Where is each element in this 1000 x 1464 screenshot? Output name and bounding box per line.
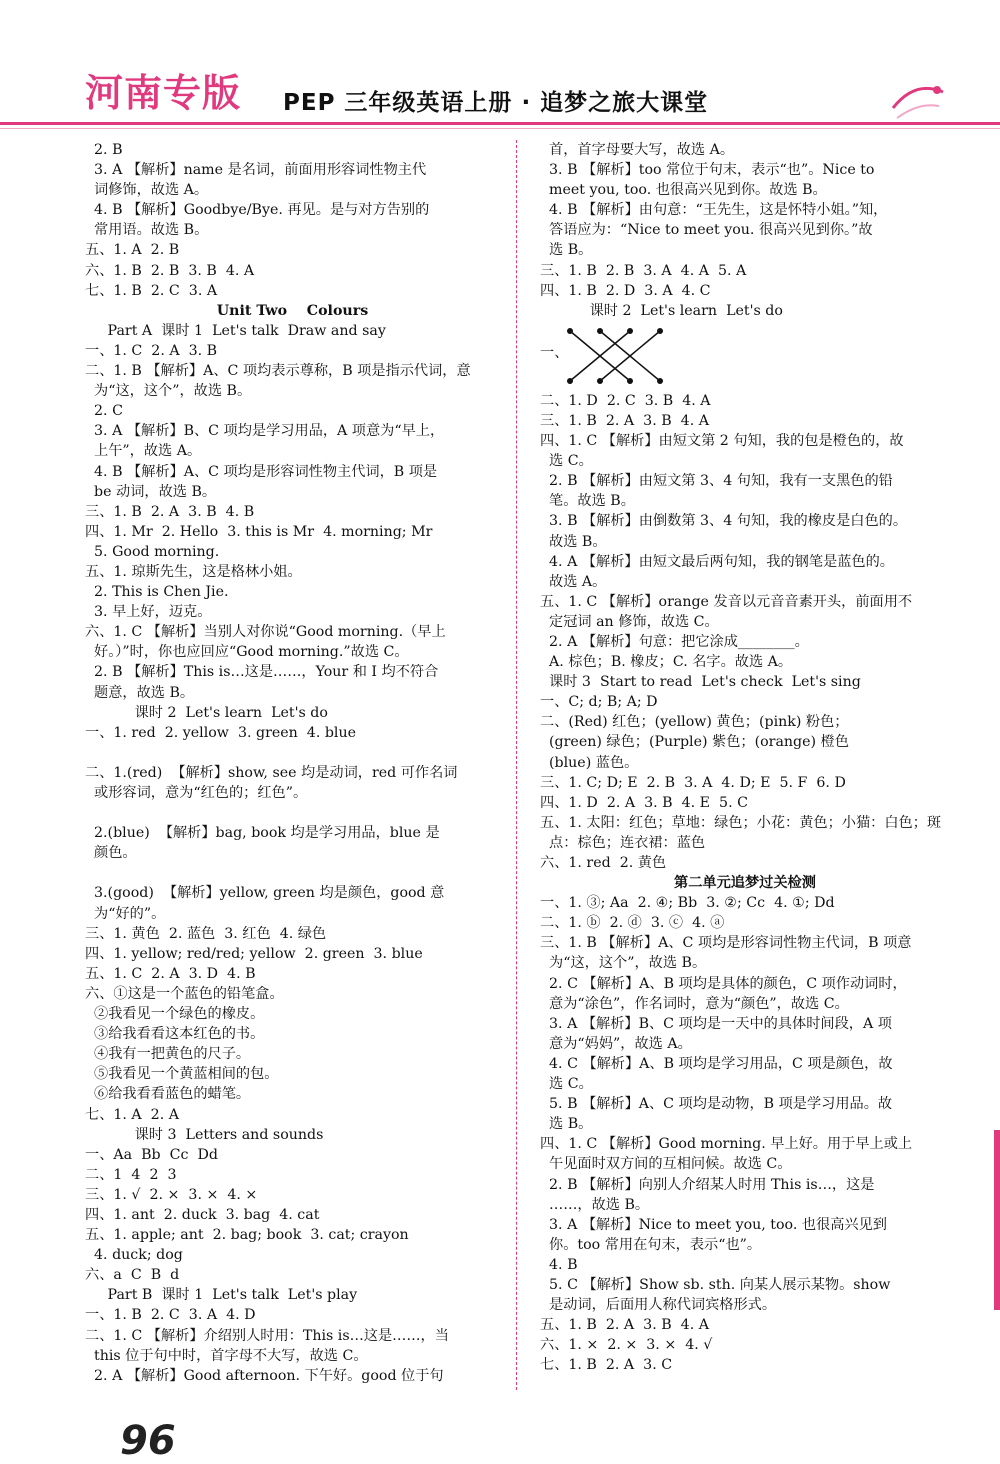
answer-line: 三、1. B 2. B 3. A 4. A 5. A: [540, 262, 747, 279]
answer-line: 为“好的”。: [85, 905, 166, 922]
answer-line: 五、1. A 2. B: [85, 242, 180, 259]
matching-label: 一、: [540, 344, 569, 361]
answer-line: Part A 课时 1 Let's talk Draw and say: [85, 322, 386, 339]
answer-line: 4. B 【解析】Goodbye/Bye. 再见。是与对方告别的: [85, 202, 430, 219]
answer-line: 一、Aa Bb Cc Dd: [85, 1146, 218, 1163]
answer-line: 五、1. B 2. A 3. B 4. A: [540, 1317, 709, 1334]
answer-line: 颜色。: [85, 845, 137, 862]
answer-column-left: [85, 140, 500, 1386]
answer-line: 四、1. yellow; red/red; yellow 2. green 3. blue: [85, 945, 423, 962]
answer-line: this 位于句中时，首字母不大写，故选 C。: [85, 1347, 368, 1364]
answer-line: 2. B 【解析】向别人介绍某人时用 This is…，这是: [540, 1176, 875, 1193]
spacer: [85, 863, 500, 883]
match-dot: [597, 378, 603, 384]
answer-line: 二、1. D 2. C 3. B 4. A: [540, 392, 711, 409]
answer-line: ⑥给我看看蓝色的蜡笔。: [85, 1086, 251, 1103]
answer-line: 4. B: [540, 1256, 578, 1273]
answer-line: ②我看见一个绿色的橡皮。: [85, 1006, 265, 1023]
answer-line: 五、1. apple; ant 2. bag; book 3. cat; crayon: [85, 1227, 409, 1244]
answer-line: 七、1. A 2. A: [85, 1106, 179, 1123]
answer-line: 四、1. C 【解析】Good morning. 早上好。用于早上或上: [540, 1136, 913, 1153]
brand-logo-icon: [885, 78, 947, 126]
answer-line: ⑤我看见一个黄蓝相间的包。: [85, 1066, 279, 1083]
answer-line: 点：棕色；连衣裙：蓝色: [540, 834, 706, 851]
answer-line: 常用语。故选 B。: [85, 222, 209, 239]
side-tab: [994, 1130, 1000, 1310]
answer-line: 2. B 【解析】This is…这是……，Your 和 I 均不符合: [85, 664, 439, 681]
match-dot: [657, 378, 663, 384]
answer-line: ……，故选 B。: [540, 1196, 650, 1213]
answer-line: 三、1. B 2. A 3. B 4. A: [540, 412, 709, 429]
answer-line: 首，首字母要大写，故选 A。: [540, 142, 735, 158]
answer-line: 2.(blue) 【解析】bag, book 均是学习用品，blue 是: [85, 825, 440, 842]
answer-line: 四、1. D 2. A 3. B 4. E 5. C: [540, 794, 748, 811]
answer-line: 4. B 【解析】由句意：“王先生，这是怀特小姐。”知，: [540, 202, 888, 219]
answer-line: (blue) 蓝色。: [540, 754, 639, 771]
answer-line: 3.(good) 【解析】yellow, green 均是颜色，good 意: [85, 885, 445, 902]
answer-line: 二、(Red) 红色；(yellow) 黄色；(pink) 粉色；: [540, 714, 849, 731]
answer-line: 二、1.(red) 【解析】show, see 均是动词，red 可作名词: [85, 764, 458, 781]
answer-line: 2. A 【解析】句意：把它涂成________。: [540, 633, 809, 650]
answer-line: 课时 3 Start to read Let's check Let's sing: [540, 674, 861, 691]
answer-line: 选 C。: [540, 453, 593, 470]
match-dot: [567, 328, 573, 334]
answer-line: ③给我看看这本红色的书。: [85, 1026, 265, 1043]
answer-line: 5. B 【解析】A、C 项均是动物，B 项是学习用品。故: [540, 1096, 893, 1113]
answer-line: 四、1. Mr 2. Hello 3. this is Mr 4. morning; Mr: [85, 523, 433, 540]
answer-line: 四、1. B 2. D 3. A 4. C: [540, 282, 711, 299]
answer-line: 故选 A。: [540, 573, 607, 590]
answer-line: 二、1. ⓑ 2. ⓓ 3. ⓒ 4. ⓐ: [540, 915, 725, 932]
answer-line: 4. B 【解析】A、C 项均是形容词性物主代词，B 项是: [85, 463, 438, 480]
answer-line: 午见面时双方间的互相问候。故选 C。: [540, 1156, 792, 1173]
book-title: PEP 三年级英语上册 · 追梦之旅大课堂: [283, 90, 709, 116]
answer-line: 题意，故选 B。: [85, 684, 195, 701]
section-heading: 第二单元追梦过关检测: [674, 875, 816, 892]
answer-line: 3. B 【解析】由倒数第 3、4 句知，我的橡皮是白色的。: [540, 513, 908, 530]
answer-line: 六、①这是一个蓝色的铅笔盒。: [85, 985, 284, 1002]
answer-line: 3. B 【解析】too 常位于句末，表示“也”。Nice to: [540, 162, 875, 179]
answer-line: 二、1. C 【解析】介绍别人时用：This is…这是……，当: [85, 1327, 449, 1344]
answer-line: 2. B 【解析】由短文第 3、4 句知，我有一支黑色的铅: [540, 473, 893, 490]
answer-line: 好。）”时，你也应回应“Good morning.”故选 C。: [85, 644, 409, 661]
answer-line: 你。too 常用在句末，表示“也”。: [540, 1236, 762, 1253]
answer-line: 课时 3 Letters and sounds: [85, 1126, 324, 1143]
answer-line: 四、1. C 【解析】由短文第 2 句知，我的包是橙色的，故: [540, 433, 904, 450]
answer-line: 笔。故选 B。: [540, 493, 635, 510]
answer-line: 3. 早上好，迈克。: [85, 604, 212, 621]
answer-column-right: [540, 140, 950, 1375]
answer-line: 六、a C B d: [85, 1267, 180, 1284]
answer-line: 三、1. B 【解析】A、C 项均是形容词性物主代词，B 项意: [540, 935, 912, 952]
answer-line: 六、1. B 2. B 3. B 4. A: [85, 262, 255, 279]
match-dot: [597, 328, 603, 334]
answer-line: 2. A 【解析】Good afternoon. 下午好。good 位于句: [85, 1367, 444, 1384]
answer-line: 六、1. × 2. × 3. × 4. √: [540, 1337, 713, 1354]
answer-line: 五、1. 琼斯先生，这是格林小姐。: [85, 563, 302, 580]
spacer: [85, 803, 500, 823]
answer-line: 选 C。: [540, 1076, 593, 1093]
answer-line: 3. A 【解析】B、C 项均是一天中的具体时间段，A 项: [540, 1015, 892, 1032]
edition-badge: 河南专版: [85, 71, 242, 115]
column-divider: [516, 140, 517, 1390]
matching-exercise: [540, 321, 950, 391]
answer-line: 三、1. 黄色 2. 蓝色 3. 红色 4. 绿色: [85, 925, 327, 942]
answer-line: 三、1. √ 2. × 3. × 4. ×: [85, 1186, 258, 1203]
answer-line: 一、1. C 2. A 3. B: [85, 342, 218, 359]
answer-line: 4. C 【解析】A、B 项均是学习用品，C 项是颜色，故: [540, 1055, 893, 1072]
answer-line: 五、1. C 【解析】orange 发音以元音音素开头，前面用不: [540, 593, 913, 610]
answer-line: 一、C; d; B; A; D: [540, 694, 658, 711]
answer-line: 4. A 【解析】由短文最后两句知，我的钢笔是蓝色的。: [540, 553, 894, 570]
answer-line: 故选 B。: [540, 533, 607, 550]
spacer: [85, 743, 500, 763]
section-heading: Unit Two Colours: [216, 302, 369, 319]
answer-line: 为“这，这个”，故选 B。: [540, 955, 707, 972]
answer-line: 三、1. B 2. A 3. B 4. B: [85, 503, 255, 520]
answer-line: 2. C 【解析】A、B 项均是具体的颜色，C 项作动词时，: [540, 975, 907, 992]
answer-line: 二、1 4 2 3: [85, 1166, 177, 1183]
answer-line: 4. duck; dog: [85, 1247, 183, 1264]
answer-line: 七、1. B 2. A 3. C: [540, 1357, 673, 1374]
answer-line: 选 B。: [540, 1116, 593, 1133]
answer-line: ④我有一把黄色的尺子。: [85, 1046, 251, 1063]
match-dot: [627, 328, 633, 334]
answer-line: 意为“妈妈”，故选 A。: [540, 1035, 692, 1052]
answer-line: 或形容词，意为“红色的；红色”。: [85, 785, 308, 801]
answer-line: 五、1. C 2. A 3. D 4. B: [85, 965, 256, 982]
answer-line: 选 B。: [540, 242, 593, 259]
answer-line: 3. A 【解析】name 是名词，前面用形容词性物主代: [85, 162, 427, 179]
answer-line: 定冠词 an 修饰，故选 C。: [540, 613, 719, 630]
answer-line: be 动词，故选 B。: [85, 483, 217, 500]
answer-line: 课时 2 Let's learn Let's do: [540, 302, 783, 319]
page-number: 96: [120, 1418, 176, 1464]
matching-lines: [560, 321, 700, 391]
answer-line: 2. C: [85, 403, 123, 420]
answer-line: 3. A 【解析】Nice to meet you, too. 也很高兴见到: [540, 1216, 887, 1233]
answer-line: A. 棕色；B. 橡皮；C. 名字。故选 A。: [540, 654, 793, 671]
answer-line: 六、1. red 2. 黄色: [540, 855, 667, 871]
answer-line: 意为“涂色”，作名词时，意为“颜色”，故选 C。: [540, 995, 849, 1012]
answer-line: 三、1. C; D; E 2. B 3. A 4. D; E 5. F 6. D: [540, 774, 846, 791]
header-rule: [0, 122, 1000, 125]
header-rule-thin: [0, 128, 1000, 129]
answer-line: 课时 2 Let's learn Let's do: [85, 704, 328, 721]
answer-line: 2. This is Chen Jie.: [85, 584, 229, 601]
answer-line: 一、1. ③; Aa 2. ④; Bb 3. ②; Cc 4. ①; Dd: [540, 895, 835, 912]
match-dot: [657, 328, 663, 334]
answer-line: 为“这，这个”，故选 B。: [85, 383, 252, 400]
answer-line: 是动词，后面用人称代词宾格形式。: [540, 1297, 777, 1314]
answer-line: 5. Good morning.: [85, 543, 220, 560]
answer-line: 2. B: [85, 142, 123, 158]
match-dot: [627, 378, 633, 384]
answer-line: 七、1. B 2. C 3. A: [85, 282, 218, 299]
answer-line: 5. C 【解析】Show sb. sth. 向某人展示某物。show: [540, 1276, 891, 1293]
answer-line: 词修饰，故选 A。: [85, 182, 209, 199]
answer-line: 二、1. B 【解析】A、C 项均表示尊称，B 项是指示代词，意: [85, 363, 471, 380]
answer-line: (green) 绿色；(Purple) 紫色；(orange) 橙色: [540, 734, 849, 751]
match-dot: [567, 378, 573, 384]
answer-line: 一、1. B 2. C 3. A 4. D: [85, 1307, 256, 1324]
answer-line: 五、1. 太阳：红色；草地：绿色；小花：黄色；小猫：白色；斑: [540, 814, 942, 831]
answer-line: meet you, too. 也很高兴见到你。故选 B。: [540, 182, 827, 199]
answer-line: 上午”，故选 A。: [85, 443, 202, 460]
answer-line: 四、1. ant 2. duck 3. bag 4. cat: [85, 1206, 320, 1223]
answer-line: Part B 课时 1 Let's talk Let's play: [85, 1287, 358, 1304]
answer-line: 答语应为：“Nice to meet you. 很高兴见到你。”故: [540, 222, 873, 239]
answer-line: 一、1. red 2. yellow 3. green 4. blue: [85, 724, 356, 741]
answer-line: 3. A 【解析】B、C 项均是学习用品，A 项意为“早上，: [85, 423, 445, 440]
answer-line: 六、1. C 【解析】当别人对你说“Good morning.（早上: [85, 624, 446, 641]
page-header: [0, 0, 1000, 128]
